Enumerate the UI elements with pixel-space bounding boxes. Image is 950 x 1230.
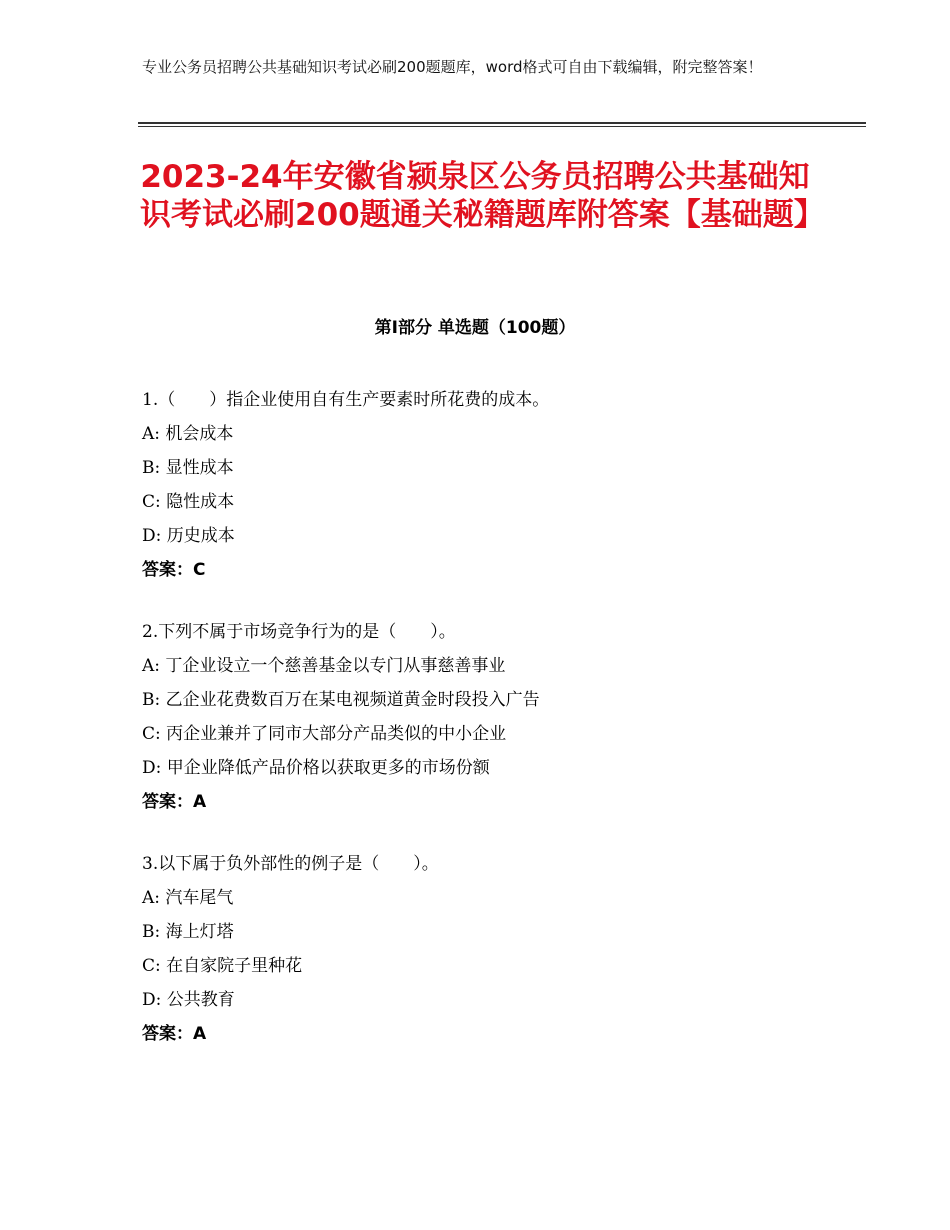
option-c: C: 在自家院子里种花 xyxy=(142,956,303,976)
option-b: B: 显性成本 xyxy=(142,458,234,478)
header-note: 专业公务员招聘公共基础知识考试必刷200题题库，word格式可自由下载编辑，附完整答案！ xyxy=(142,58,763,76)
document-title: 2023-24年安徽省颍泉区公务员招聘公共基础知识考试必刷200题通关秘籍题库附答案【基础题】 xyxy=(140,159,825,233)
option-c: C: 隐性成本 xyxy=(142,492,235,512)
question-stem: 2.下列不属于市场竞争行为的是（ ）。 xyxy=(142,622,456,642)
header-divider-thin xyxy=(138,126,866,127)
question-list xyxy=(142,383,842,1079)
option-a: A: 丁企业设立一个慈善基金以专门从事慈善事业 xyxy=(142,656,506,676)
answer: 答案：A xyxy=(142,792,207,812)
option-b: B: 海上灯塔 xyxy=(142,922,234,942)
option-c: C: 丙企业兼并了同市大部分产品类似的中小企业 xyxy=(142,724,507,744)
answer: 答案：A xyxy=(142,1024,207,1044)
question-stem: 1.（ ）指企业使用自有生产要素时所花费的成本。 xyxy=(142,390,550,410)
question-stem: 3.以下属于负外部性的例子是（ ）。 xyxy=(142,854,439,874)
option-d: D: 历史成本 xyxy=(142,526,235,546)
option-d: D: 公共教育 xyxy=(142,990,235,1010)
question-2 xyxy=(142,615,842,819)
section-title: 第Ⅰ部分 单选题（100题） xyxy=(374,318,576,338)
header-divider xyxy=(138,122,866,124)
option-d: D: 甲企业降低产品价格以获取更多的市场份额 xyxy=(142,758,490,778)
question-3 xyxy=(142,847,842,1051)
answer: 答案：C xyxy=(142,560,206,580)
option-a: A: 汽车尾气 xyxy=(142,888,234,908)
option-b: B: 乙企业花费数百万在某电视频道黄金时段投入广告 xyxy=(142,690,540,710)
option-a: A: 机会成本 xyxy=(142,424,234,444)
question-1 xyxy=(142,383,842,587)
